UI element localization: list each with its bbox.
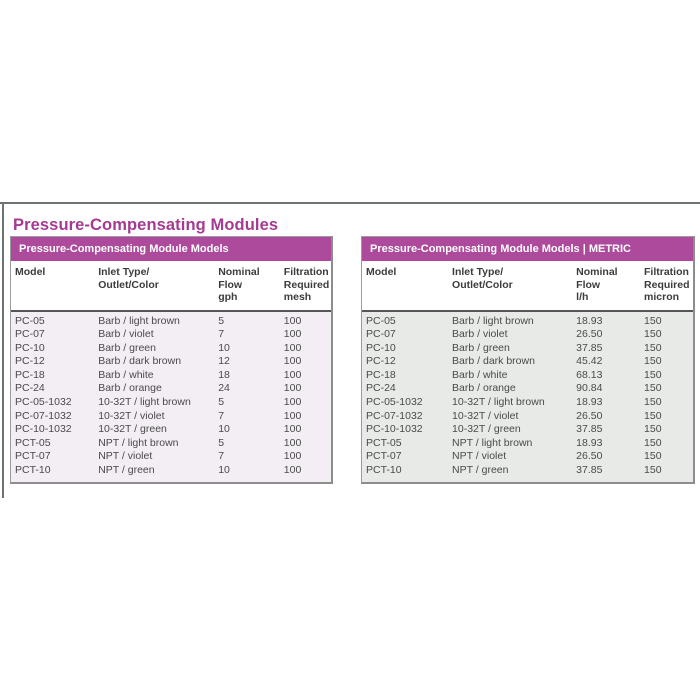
- table-cell: PC-07: [15, 328, 45, 341]
- table-cell: 37.85: [576, 464, 603, 477]
- table-cell: 5: [218, 436, 225, 449]
- table-cell: NPT / violet: [452, 450, 507, 463]
- table-cell: Barb / green: [98, 341, 156, 354]
- table-row: [11, 342, 331, 356]
- table-cell: 150: [644, 450, 662, 463]
- table-cell: PC-10-1032: [15, 423, 72, 436]
- table-cell: PC-05: [366, 314, 396, 327]
- table-row: [362, 464, 693, 478]
- table-cell: 150: [644, 409, 662, 422]
- table-cell: 100: [283, 450, 302, 463]
- module-models-metric-table: [361, 236, 695, 484]
- table-cell: PCT-05: [15, 436, 51, 449]
- table-cell: 150: [644, 382, 662, 395]
- table-cell: PC-10: [366, 341, 396, 354]
- table-row: [11, 450, 331, 464]
- table-cell: Barb / white: [452, 368, 508, 381]
- table-cell: 100: [283, 328, 302, 341]
- table-body: [362, 312, 693, 482]
- table-cell: 150: [644, 464, 662, 477]
- table-cell: 100: [283, 436, 302, 449]
- table-row: [11, 464, 331, 478]
- table-cell: Barb / violet: [452, 328, 508, 341]
- table-row: [362, 450, 693, 464]
- table-cell: NPT / violet: [98, 450, 153, 463]
- page-frame-top-rule: [0, 202, 700, 204]
- table-cell: 7: [218, 328, 225, 341]
- table-row: [362, 315, 693, 329]
- table-cell: 26.50: [576, 450, 603, 463]
- table-cell: 7: [218, 409, 225, 422]
- table-cell: PC-12: [15, 355, 45, 368]
- table-row: [11, 315, 331, 329]
- page-title: Pressure-Compensating Modules: [13, 216, 279, 235]
- table-cell: 18.93: [576, 314, 603, 327]
- table-cell: Barb / orange: [452, 382, 516, 395]
- table-cell: PC-12: [366, 355, 396, 368]
- table-cell: 10-32T / light brown: [452, 396, 545, 409]
- table-row: [362, 437, 693, 451]
- table-cell: 68.13: [576, 368, 603, 381]
- column-header: Nominal Flow l/h: [576, 266, 618, 303]
- table-cell: PC-24: [366, 382, 396, 395]
- table-cell: 90.84: [576, 382, 603, 395]
- column-header: Filtration Required micron: [644, 266, 690, 303]
- table-cell: 37.85: [576, 341, 603, 354]
- column-header: Model: [15, 266, 46, 278]
- table-cell: 18: [218, 368, 230, 381]
- table-cell: 12: [218, 355, 230, 368]
- table-cell: 10: [218, 464, 230, 477]
- table-cell: PCT-10: [15, 464, 51, 477]
- table-cell: 37.85: [576, 423, 603, 436]
- table-row: [11, 423, 331, 437]
- table-cell: NPT / green: [98, 464, 155, 477]
- module-models-table: [10, 236, 333, 484]
- table-cell: 26.50: [576, 328, 603, 341]
- table-cell: PC-05-1032: [366, 396, 423, 409]
- table-cell: PC-10: [15, 341, 45, 354]
- table-cell: NPT / green: [452, 464, 509, 477]
- table-row: [362, 369, 693, 383]
- table-cell: 150: [644, 314, 662, 327]
- table-cell: 10: [218, 423, 230, 436]
- table-cell: 100: [283, 396, 302, 409]
- table-cell: NPT / light brown: [452, 436, 533, 449]
- table-cell: 100: [283, 355, 302, 368]
- table-cell: 150: [644, 355, 662, 368]
- table-cell: 100: [283, 368, 302, 381]
- table-row: [11, 410, 331, 424]
- table-title-bar: Pressure-Compensating Module Models: [11, 237, 331, 261]
- table-cell: PC-07-1032: [15, 409, 72, 422]
- table-cell: Barb / green: [452, 341, 510, 354]
- table-cell: PC-18: [15, 368, 45, 381]
- table-cell: 45.42: [576, 355, 603, 368]
- table-cell: Barb / dark brown: [98, 355, 182, 368]
- table-cell: PCT-07: [15, 450, 51, 463]
- table-cell: PCT-05: [366, 436, 402, 449]
- table-row: [11, 396, 331, 410]
- table-cell: PC-18: [366, 368, 396, 381]
- table-cell: Barb / orange: [98, 382, 162, 395]
- column-header: Nominal Flow gph: [218, 266, 260, 303]
- table-cell: PCT-10: [366, 464, 402, 477]
- table-cell: 150: [644, 436, 662, 449]
- table-cell: 5: [218, 314, 225, 327]
- table-cell: 5: [218, 396, 225, 409]
- table-cell: 10-32T / light brown: [98, 396, 191, 409]
- table-cell: PC-10-1032: [366, 423, 423, 436]
- table-cell: 150: [644, 396, 662, 409]
- table-cell: NPT / light brown: [98, 436, 179, 449]
- table-cell: Barb / light brown: [98, 314, 180, 327]
- column-header: Inlet Type/ Outlet/Color: [452, 266, 513, 291]
- table-cell: 18.93: [576, 396, 603, 409]
- table-cell: 10-32T / violet: [98, 409, 165, 422]
- table-cell: 100: [283, 409, 302, 422]
- table-row: [11, 369, 331, 383]
- table-cell: 100: [283, 341, 302, 354]
- page-frame-left-rule: [2, 202, 4, 498]
- table-cell: Barb / dark brown: [452, 355, 535, 368]
- table-cell: 26.50: [576, 409, 603, 422]
- table-cell: 150: [644, 368, 662, 381]
- table-cell: 100: [283, 423, 302, 436]
- table-cell: 24: [218, 382, 230, 395]
- table-row: [362, 342, 693, 356]
- table-cell: PC-05-1032: [15, 396, 72, 409]
- table-cell: 150: [644, 423, 662, 436]
- table-cell: PC-07-1032: [366, 409, 423, 422]
- column-header: Model: [366, 266, 397, 278]
- table-cell: Barb / white: [98, 368, 154, 381]
- table-row: [11, 355, 331, 369]
- table-cell: 100: [283, 314, 302, 327]
- table-row: [11, 328, 331, 342]
- table-row: [362, 382, 693, 396]
- table-cell: 100: [283, 382, 302, 395]
- table-cell: Barb / violet: [98, 328, 154, 341]
- table-body: [11, 312, 331, 482]
- column-header: Filtration Required mesh: [283, 266, 330, 303]
- column-header: Inlet Type/ Outlet/Color: [98, 266, 159, 291]
- table-cell: 10-32T / green: [98, 423, 167, 436]
- table-cell: 18.93: [576, 436, 603, 449]
- column-header-row: [11, 261, 331, 312]
- table-cell: PC-24: [15, 382, 45, 395]
- table-cell: 10-32T / green: [452, 423, 521, 436]
- table-cell: 150: [644, 328, 662, 341]
- table-cell: 100: [283, 464, 302, 477]
- table-cell: PC-07: [366, 328, 396, 341]
- table-row: [11, 382, 331, 396]
- table-title-bar: Pressure-Compensating Module Models | METRIC: [362, 237, 693, 261]
- table-cell: 150: [644, 341, 662, 354]
- column-header-row: [362, 261, 693, 312]
- table-row: [362, 396, 693, 410]
- table-cell: Barb / light brown: [452, 314, 534, 327]
- table-row: [362, 423, 693, 437]
- table-row: [362, 410, 693, 424]
- table-cell: PC-05: [15, 314, 45, 327]
- table-cell: 10: [218, 341, 230, 354]
- table-cell: 10-32T / violet: [452, 409, 519, 422]
- table-cell: 7: [218, 450, 225, 463]
- table-row: [11, 437, 331, 451]
- table-row: [362, 355, 693, 369]
- table-row: [362, 328, 693, 342]
- table-cell: PCT-07: [366, 450, 402, 463]
